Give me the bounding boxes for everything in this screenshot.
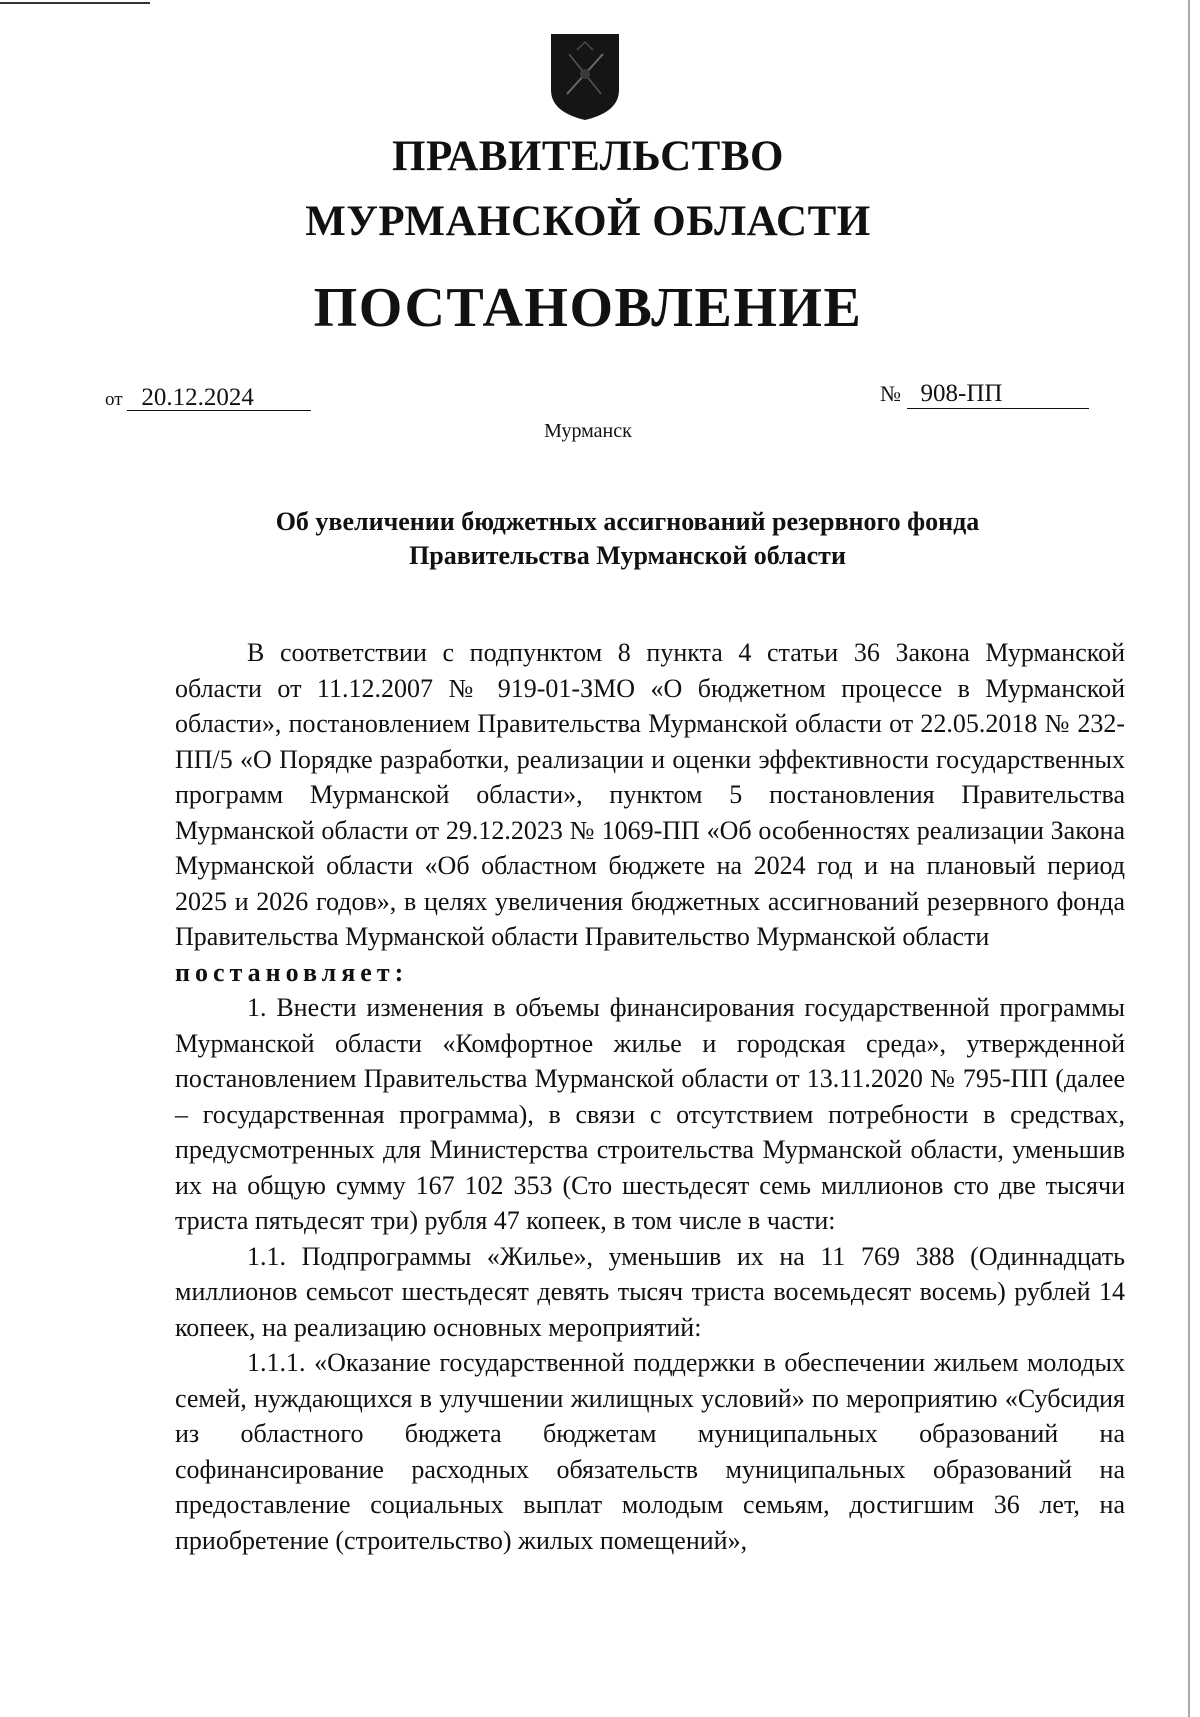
document-body [175,635,1125,1558]
document-type: ПОСТАНОВЛЕНИЕ [313,277,863,339]
clause-1: 1. Внести изменения в объемы финансирования государственной программы Мурманской области «Комфортное жилье и городская среда», утвержденной постановлением Правительства Мурманской области от 13.11.2020 № 795-ПП (далее – государственная программа), в связи с отсутствием потребности в средствах, предусмотренных для Министерства строительства Мурманской области, уменьшив их на общую сумму 167 102 353 (Сто шестьдесят семь миллионов сто две тысячи триста пятьдесят три) рубля 47 копеек, в том числе в части: [175,993,1125,1235]
city: Мурманск [544,420,632,442]
clause-1-1: 1.1. Подпрограммы «Жилье», уменьшив их на 11 769 388 (Одиннадцать миллионов семьсот шестьдесят девять тысяч триста восемьдесят восемь) рублей 14 копеек, на реализацию основных мероприятий: [175,1241,1125,1342]
number-line [880,380,1089,409]
scan-artifact-right [1188,0,1190,1717]
resolves-word: постановляет: [175,957,409,987]
date-value: 20.12.2024 [127,386,311,411]
date-prefix: от [105,389,123,410]
resolves-line [175,955,1125,991]
clause-1-1-1: 1.1.1. «Оказание государственной поддержки в обеспечении жильем молодых семей, нуждающихся в улучшении жилищных условий» по мероприятию «Субсидия из областного бюджета бюджетам муниципальных образований на софинансирование расходных обязательств муниципальных образований на предоставление социальных выплат молодым семьям, достигшим 36 лет, на приобретение (строительство) жилых помещений», [175,1348,1125,1555]
number-prefix: № [880,381,901,406]
date-line [105,386,311,411]
title-line2: Правительства Мурманской области [409,541,846,570]
title-line1: Об увеличении бюджетных ассигнований резервного фонда [275,507,980,536]
org-name-line1: ПРАВИТЕЛЬСТВО [392,133,784,180]
number-value: 908-ПП [907,380,1089,409]
org-name-line2: МУРМАНСКОЙ ОБЛАСТИ [305,198,871,245]
scan-artifact-top [0,2,150,4]
coat-of-arms-icon [547,32,623,122]
preamble-paragraph: В соответствии с подпунктом 8 пункта 4 статьи 36 Закона Мурманской области от 11.12.2007 № 919-01-ЗМО «О бюджетном процессе в Мурманской области», постановлением Правительства Мурманской области от 22.05.2018 № 232-ПП/5 «О Порядке разработки, реализации и оценки эффективности государственных программ Мурманской области», пунктом 5 постановления Правительства Мурманской области от 29.12.2023 № 1069-ПП «Об особенностях реализации Закона Мурманской области «Об областном бюджете на 2024 год и на плановый период 2025 и 2026 годов», в целях увеличения бюджетных ассигнований резервного фонда Правительства Мурманской области Правительство Мурманской области [175,638,1125,951]
document-title [175,505,1080,573]
